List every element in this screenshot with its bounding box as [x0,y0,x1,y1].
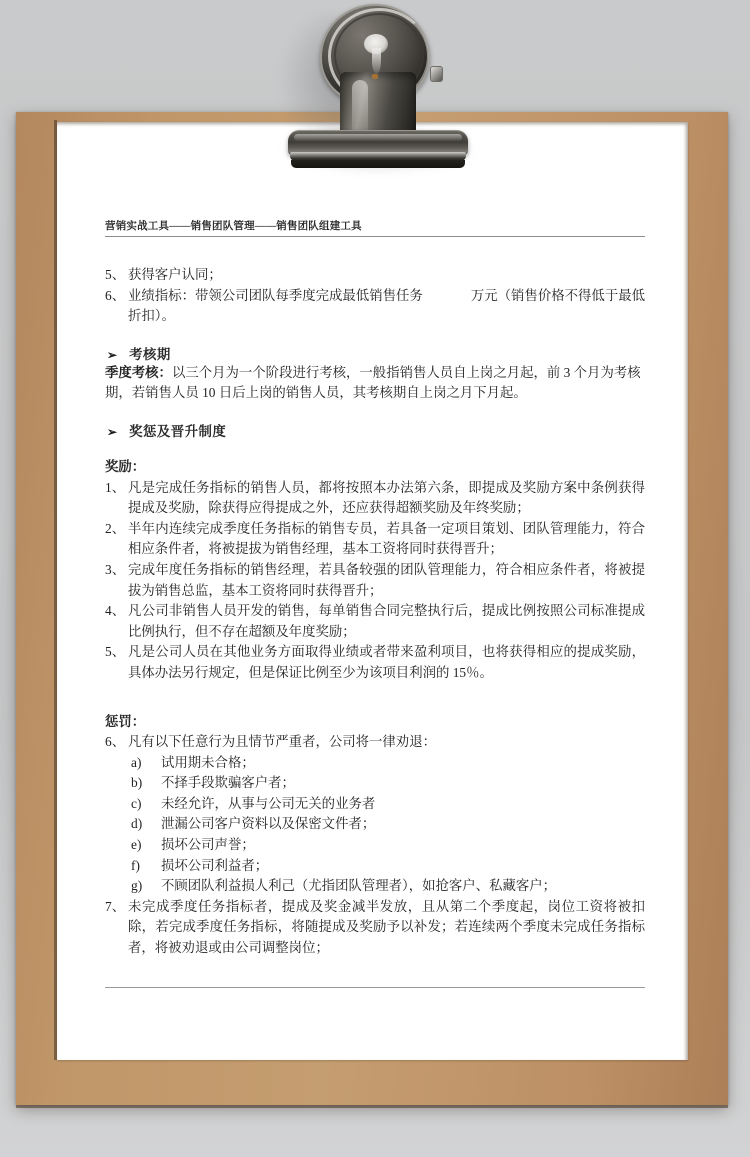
list-item [105,265,645,286]
list-text: 获得客户认同； [128,267,222,282]
list-text: 凡公司非销售人员开发的销售，每单销售合同完整执行后，提成比例按照公司标准提成比例执行，但不存在超额及年度奖励； [128,603,645,639]
list-item [105,478,645,519]
sub-list-text: 损坏公司声誉； [161,837,255,853]
assessment-label: 季度考核： [105,364,172,380]
arrow-bullet-icon: ➢ [107,347,118,362]
document-content [105,218,645,988]
list-text: 半年内连续完成季度任务指标的销售专员，若具备一定项目策划、团队管理能力，符合相应条件者，将被提拔为销售经理，基本工资将同时获得晋升； [128,520,645,557]
sub-list-item [105,856,645,877]
sub-list-marker: a) [131,754,142,770]
sub-list-item [105,753,645,774]
sub-list-item [105,814,645,835]
spacer [105,440,645,457]
section-heading-assessment [105,344,645,363]
sub-list-text: 试用期未合格； [161,754,255,770]
list-marker: 1、 [105,479,126,495]
list-item [105,897,645,959]
section-heading-label: 考核期 [129,346,171,362]
list-text [128,286,645,327]
penalties-label: 惩罚： [105,713,146,729]
sub-list-text: 不择手段欺骗客户者； [161,775,295,791]
sub-list-text: 损坏公司利益者； [161,857,269,873]
sub-list-marker: c) [131,795,142,811]
sub-list-marker: d) [131,816,143,832]
list-marker: 6、 [105,734,126,750]
list-item [105,286,645,327]
list-marker: 4、 [105,603,126,619]
sub-list-marker: b) [131,775,143,791]
section-heading-reward-promotion [105,421,645,440]
assessment-paragraph [105,363,645,404]
sub-list-marker: f) [131,857,140,873]
list-marker: 5、 [105,644,126,660]
assessment-body: 以三个月为一个阶段进行考核，一般指销售人员自上岗之月起，前 3 个月为考核期，若销售人员 10 日后上岗的销售人员，其考核期自上岗之月下月起。 [105,364,641,401]
list-text: 完成年度任务指标的销售经理，若具备较强的团队管理能力，符合相应条件者，将被提拔为销售总监，基本工资将同时获得晋升； [128,561,645,598]
sub-list-marker: e) [131,837,142,853]
list-text: 凡有以下任意行为且情节严重者，公司将一律劝退： [128,734,436,750]
list-text: 凡是完成任务指标的销售人员，都将按照本办法第六条，即提成及奖励方案中条例获得提成及奖励，除获得应得提成之外，还应获得超额奖励及年终奖励； [128,479,645,516]
list-item [105,560,645,601]
item6-text-after: 万元（销售价格不得低于最低折扣）。 [128,287,646,324]
sub-list-item [105,773,645,794]
list-marker: 3、 [105,561,126,577]
sub-list-item [105,835,645,856]
item6-text-before: 业绩指标：带领公司团队每季度完成最低销售任务 [128,287,423,303]
list-text: 未完成季度任务指标者，提成及奖金减半发放，且从第二个季度起，岗位工资将被扣除，若完成季度任务指标，将随提成及奖励予以补发；若连续两个季度未完成任务指标者，将被劝退或由公司调整岗位； [128,898,645,956]
sub-list-text: 泄漏公司客户资料以及保密文件者； [161,816,376,832]
footer-rule [105,987,645,988]
sub-list-item [105,876,645,897]
arrow-bullet-icon: ➢ [107,424,118,439]
document-header: 营销实战工具——销售团队管理——销售团队组建工具 [105,221,362,232]
sub-list-text: 未经允许，从事与公司无关的业务者 [161,795,376,811]
section-heading-label: 奖惩及晋升制度 [129,423,227,439]
spacer [105,404,645,421]
sub-list-marker: g) [131,878,143,894]
list-item [105,601,645,642]
spacer [105,684,645,712]
spacer [105,327,645,344]
spacer [105,237,645,265]
list-item [105,642,645,683]
clipboard [16,112,728,1105]
list-marker: 7、 [105,898,126,914]
list-text: 凡是公司人员在其他业务方面取得业绩或者带来盈利项目，也将获得相应的提成奖励，具体办法另行规定，但是保证比例至少为该项目利润的 15％。 [128,644,645,680]
list-marker: 5、 [105,267,126,282]
list-marker: 2、 [105,520,126,536]
sub-list-text: 不顾团队利益损人利己（尤指团队管理者），如抢客户、私藏客户； [161,878,557,894]
list-marker: 6、 [105,287,126,303]
sub-list-item [105,794,645,815]
rewards-label: 奖励： [105,458,146,474]
paper-sheet [57,122,688,1060]
list-item [105,519,645,560]
list-item [105,732,645,753]
